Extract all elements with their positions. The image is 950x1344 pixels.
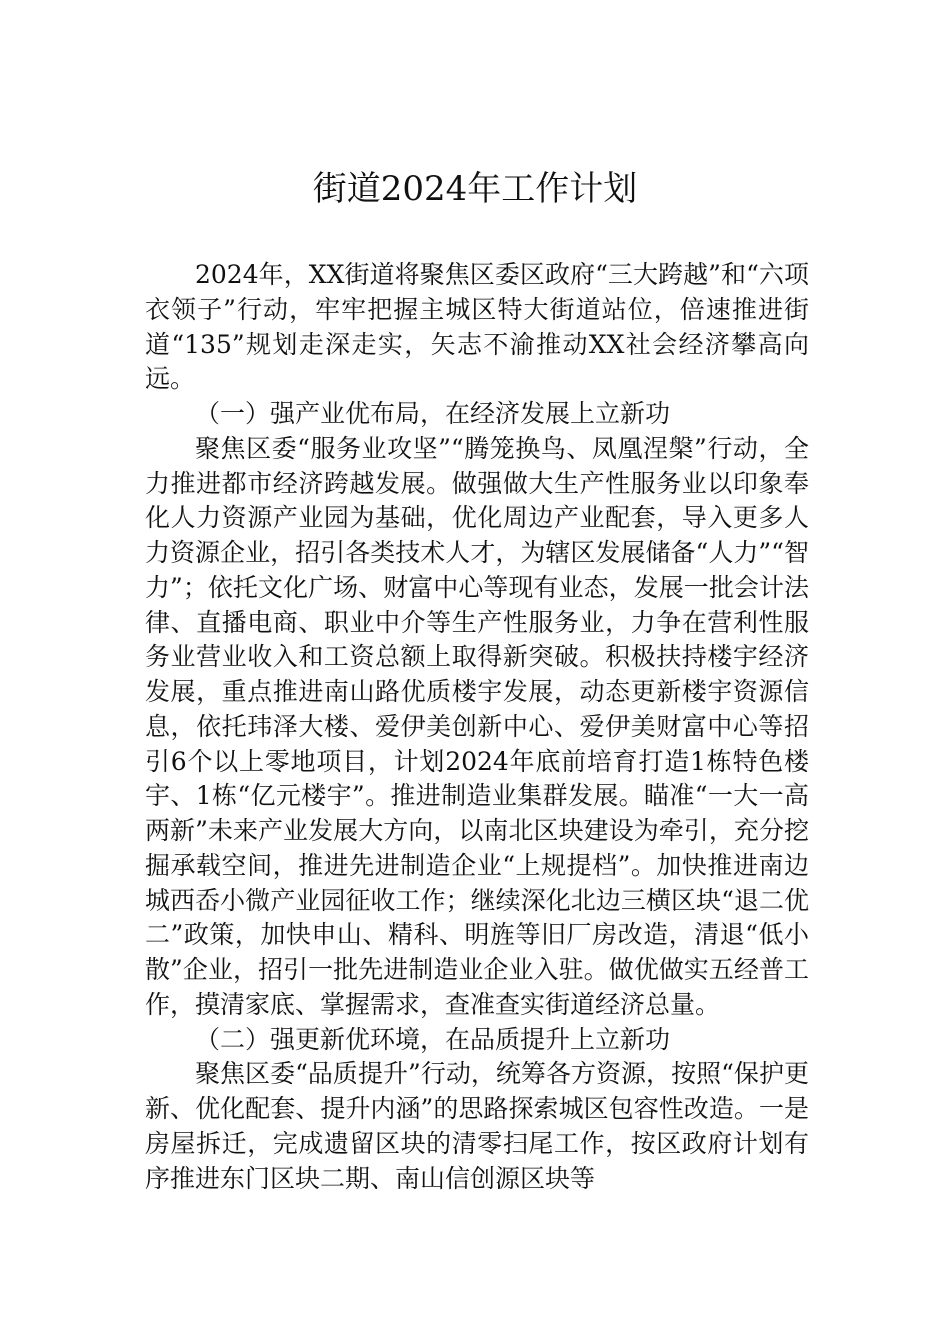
section-1-paragraph: 聚焦区委“服务业攻坚”“腾笼换鸟、凤凰涅槃”行动，全力推进都市经济跨越发展。做强做大生产性服务业以印象奉化人力资源产业园为基础，优化周边产业配套，导入更多人力资源企业，招引各类技术人才，为辖区发展储备“人力”“智力”；依托文化广场、财富中心等现有业态，发展一批会计法律、直播电商、职业中介等生产性服务业，力争在营利性服务业营业收入和工资总额上取得新突破。积极扶持楼宇经济发展，重点推进南山路优质楼宇发展，动态更新楼宇资源信息，依托玮泽大楼、爱伊美创新中心、爱伊美财富中心等招引6个以上零地项目，计划2024年底前培育打造1栋特色楼宇、1栋“亿元楼宇”。推进制造业集群发展。瞄准“一大一高两新”未来产业发展大方向，以南北区块建设为牵引，充分挖掘承载空间，推进先进制造企业“上规提档”。加快推进南边城西岙小微产业园征收工作；继续深化北边三横区块“退二优二”政策，加快申山、精科、明旌等旧厂房改造，清退“低小散”企业，招引一批先进制造业企业入驻。做优做实五经普工作，摸清家底、掌握需求，查准查实街道经济总量。: [145, 433, 809, 1019]
section-heading-1: （一）强产业优布局，在经济发展上立新功: [195, 399, 671, 428]
section-2-paragraph: 聚焦区委“品质提升”行动，统筹各方资源，按照“保护更新、优化配套、提升内涵”的思路探索城区包容性改造。一是房屋拆迁，完成遗留区块的清零扫尾工作，按区政府计划有序推进东门区块二期、南山信创源区块等: [145, 1059, 809, 1193]
document-body: [145, 258, 809, 1196]
section-heading-2: （二）强更新优环境，在品质提升上立新功: [195, 1024, 671, 1054]
intro-paragraph: 2024年，XX街道将聚焦区委区政府“三大跨越”和“六项衣领子”行动，牢牢把握主城区特大街道站位，倍速推进街道“135”规划走深走实，矢志不渝推动XX社会经济攀高向远。: [145, 260, 809, 394]
document-title: 街道2024年工作计划: [312, 169, 638, 209]
